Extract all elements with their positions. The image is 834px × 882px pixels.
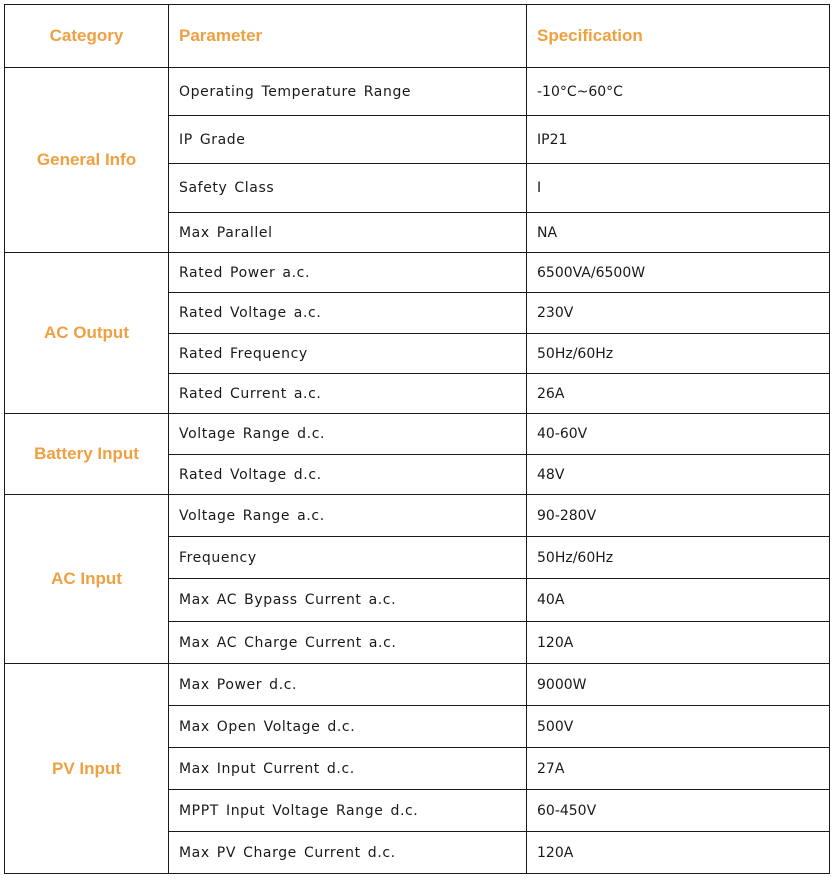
specification-cell: 6500VA/6500W <box>527 253 830 293</box>
specification-cell: 90-280V <box>527 495 830 537</box>
specification-cell: NA <box>527 213 830 253</box>
table-row <box>5 414 830 455</box>
parameter-cell: Rated Voltage d.c. <box>169 455 527 495</box>
category-cell: General Info <box>5 68 169 253</box>
header-row <box>5 5 830 68</box>
parameter-cell: Max Input Current d.c. <box>169 748 527 790</box>
specification-cell: 230V <box>527 293 830 334</box>
specification-cell: 48V <box>527 455 830 495</box>
table-row <box>5 253 830 293</box>
category-cell: AC Output <box>5 253 169 414</box>
parameter-cell: Max Open Voltage d.c. <box>169 706 527 748</box>
table-header <box>5 5 830 68</box>
specification-cell: IP21 <box>527 116 830 164</box>
category-cell: PV Input <box>5 664 169 874</box>
specification-cell: 26A <box>527 374 830 414</box>
header-category: Category <box>5 5 169 68</box>
parameter-cell: MPPT Input Voltage Range d.c. <box>169 790 527 832</box>
specification-cell: 9000W <box>527 664 830 706</box>
parameter-cell: Max PV Charge Current d.c. <box>169 832 527 874</box>
parameter-cell: Operating Temperature Range <box>169 68 527 116</box>
table-row <box>5 664 830 706</box>
specification-cell: 60-450V <box>527 790 830 832</box>
table-row <box>5 495 830 537</box>
parameter-cell: Max Power d.c. <box>169 664 527 706</box>
parameter-cell: Rated Frequency <box>169 334 527 374</box>
header-parameter: Parameter <box>169 5 527 68</box>
header-specification: Specification <box>527 5 830 68</box>
category-cell: AC Input <box>5 495 169 664</box>
category-cell: Battery Input <box>5 414 169 495</box>
specification-cell: -10°C~60°C <box>527 68 830 116</box>
specification-cell: 40-60V <box>527 414 830 455</box>
parameter-cell: Voltage Range d.c. <box>169 414 527 455</box>
parameter-cell: Voltage Range a.c. <box>169 495 527 537</box>
specification-cell: 50Hz/60Hz <box>527 537 830 579</box>
table-row <box>5 68 830 116</box>
specification-cell: 40A <box>527 579 830 622</box>
parameter-cell: Max AC Charge Current a.c. <box>169 622 527 664</box>
parameter-cell: IP Grade <box>169 116 527 164</box>
specification-cell: 120A <box>527 622 830 664</box>
parameter-cell: Rated Voltage a.c. <box>169 293 527 334</box>
parameter-cell: Safety Class <box>169 164 527 213</box>
parameter-cell: Frequency <box>169 537 527 579</box>
spec-table <box>4 4 830 874</box>
parameter-cell: Max AC Bypass Current a.c. <box>169 579 527 622</box>
parameter-cell: Rated Current a.c. <box>169 374 527 414</box>
specification-cell: 50Hz/60Hz <box>527 334 830 374</box>
parameter-cell: Rated Power a.c. <box>169 253 527 293</box>
parameter-cell: Max Parallel <box>169 213 527 253</box>
specification-cell: I <box>527 164 830 213</box>
specification-cell: 500V <box>527 706 830 748</box>
specification-cell: 27A <box>527 748 830 790</box>
table-body <box>5 68 830 874</box>
specification-cell: 120A <box>527 832 830 874</box>
